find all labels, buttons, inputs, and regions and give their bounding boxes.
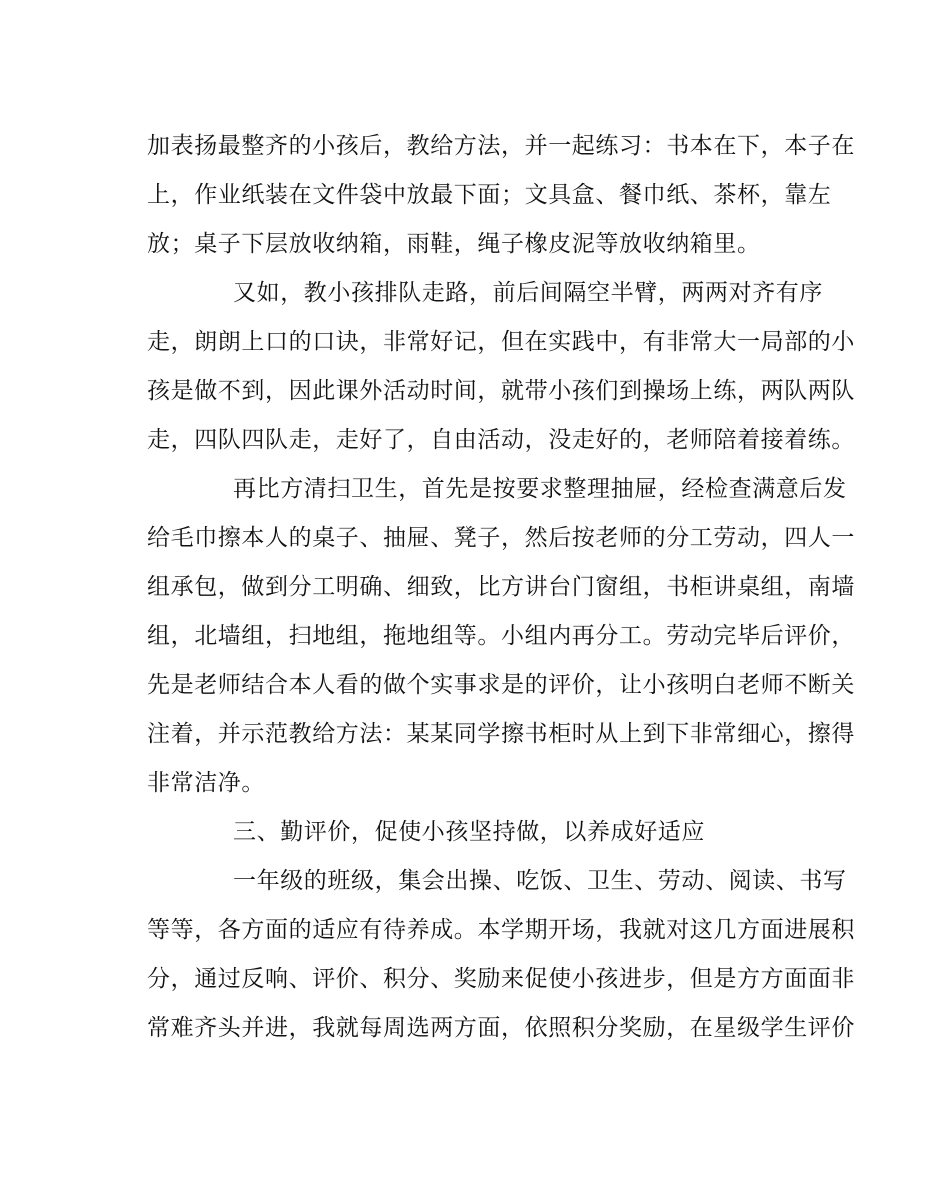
text-line: 非常洁净。 xyxy=(147,770,265,796)
text-line: 走，四队四队走，走好了，自由活动，没走好的，老师陪着接着练。 xyxy=(147,427,855,453)
text-line: 先是老师结合本人看的做个实事求是的评价，让小孩明白老师不断关 xyxy=(147,672,855,698)
section-heading: 三、勤评价，促使小孩坚持做，以养成好适应 xyxy=(233,819,705,845)
text-line: 放；桌子下层放收纳箱，雨鞋，绳子橡皮泥等放收纳箱里。 xyxy=(147,231,761,257)
text-line: 等等，各方面的适应有待养成。本学期开场，我就对这几方面进展积 xyxy=(147,917,855,943)
text-line: 加表扬最整齐的小孩后，教给方法，并一起练习：书本在下，本子在 xyxy=(147,133,855,159)
text-line: 组，北墙组，扫地组，拖地组等。小组内再分工。劳动完毕后评价， xyxy=(147,623,855,649)
text-line: 走，朗朗上口的口诀，非常好记，但在实践中，有非常大一局部的小 xyxy=(147,329,855,355)
text-line-paragraph-start: 一年级的班级，集会出操、吃饭、卫生、劳动、阅读、书写 xyxy=(233,868,847,894)
text-line: 分，通过反响、评价、积分、奖励来促使小孩进步，但是方方面面非 xyxy=(147,966,855,992)
text-line: 上，作业纸装在文件袋中放最下面；文具盒、餐巾纸、茶杯，靠左 xyxy=(147,182,832,208)
text-line: 给毛巾擦本人的桌子、抽屉、凳子，然后按老师的分工劳动，四人一 xyxy=(147,525,855,551)
text-line: 组承包，做到分工明确、细致，比方讲台门窗组，书柜讲桌组，南墙 xyxy=(147,574,855,600)
text-line: 常难齐头并进，我就每周选两方面，依照积分奖励，在星级学生评价 xyxy=(147,1015,855,1041)
text-line-paragraph-start: 再比方清扫卫生，首先是按要求整理抽屉，经检查满意后发 xyxy=(233,476,847,502)
text-line: 注着，并示范教给方法：某某同学擦书柜时从上到下非常细心，擦得 xyxy=(147,721,855,747)
text-line: 孩是做不到，因此课外活动时间，就带小孩们到操场上练，两队两队 xyxy=(147,378,855,404)
text-line-paragraph-start: 又如，教小孩排队走路，前后间隔空半臂，两两对齐有序 xyxy=(233,280,823,306)
